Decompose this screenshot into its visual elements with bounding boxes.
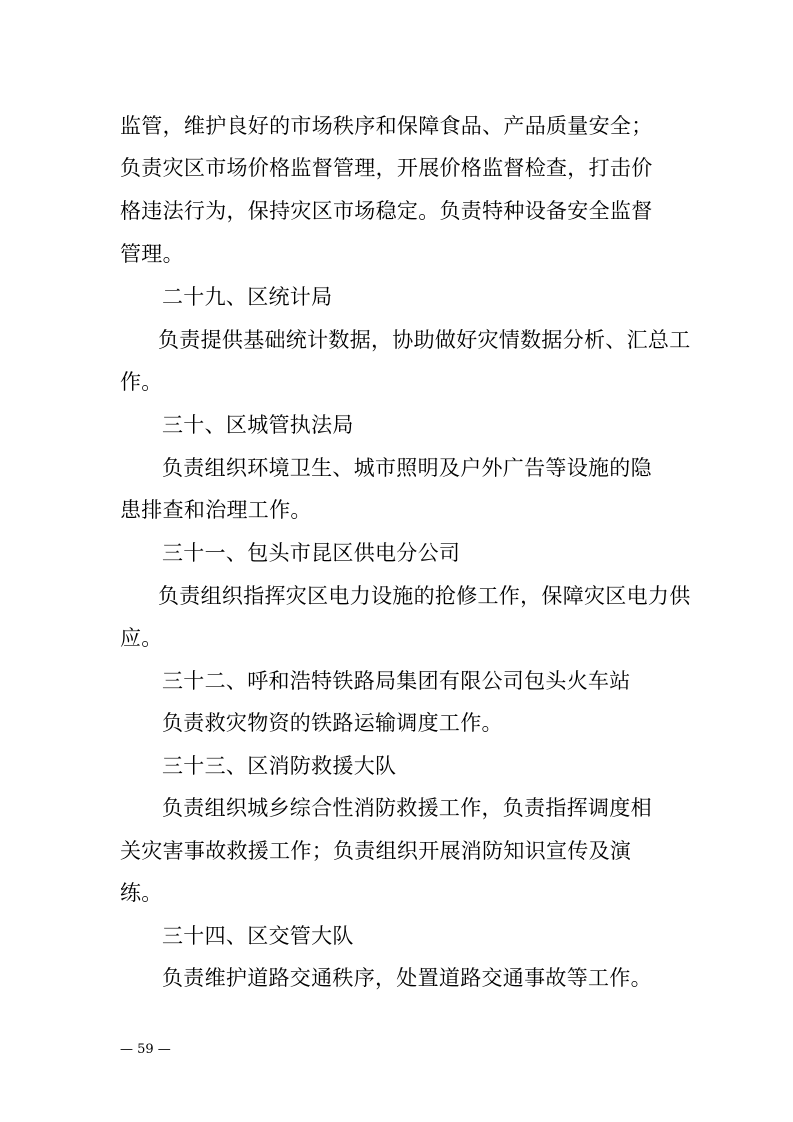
body-text-line: 管理。 bbox=[120, 242, 184, 266]
page-number: — 59 — bbox=[120, 1042, 171, 1057]
body-text-line: 患排查和治理工作。 bbox=[120, 498, 312, 522]
body-text-line: 格违法行为，保持灾区市场稳定。负责特种设备安全监督 bbox=[120, 199, 653, 223]
section-heading: 三十四、区交管大队 bbox=[162, 924, 354, 948]
body-text-line: 负责提供基础统计数据，协助做好灾情数据分析、汇总工 bbox=[158, 328, 691, 352]
body-text-line: 监管，维护良好的市场秩序和保障食品、产品质量安全； bbox=[120, 114, 653, 138]
body-text-line: 作。 bbox=[120, 370, 163, 394]
section-heading: 三十一、包头市昆区供电分公司 bbox=[162, 541, 461, 565]
body-text-line: 关灾害事故救援工作；负责组织开展消防知识宣传及演 bbox=[120, 839, 632, 863]
body-text-line: 负责组织城乡综合性消防救援工作，负责指挥调度相 bbox=[162, 796, 652, 820]
body-text-line: 负责灾区市场价格监督管理，开展价格监督检查，打击价 bbox=[120, 156, 653, 180]
section-heading: 三十、区城管执法局 bbox=[162, 413, 354, 437]
body-text-line: 练。 bbox=[120, 881, 163, 905]
section-heading: 二十九、区统计局 bbox=[162, 285, 333, 309]
body-text-line: 负责组织指挥灾区电力设施的抢修工作，保障灾区电力供 bbox=[158, 584, 691, 608]
body-text-line: 负责救灾物资的铁路运输调度工作。 bbox=[162, 711, 503, 735]
body-text-line: 应。 bbox=[120, 626, 163, 650]
body-text-line: 负责组织环境卫生、城市照明及户外广告等设施的隐 bbox=[162, 456, 652, 480]
body-text-line: 负责维护道路交通秩序，处置道路交通事故等工作。 bbox=[162, 966, 652, 990]
section-heading: 三十三、区消防救援大队 bbox=[162, 754, 397, 778]
section-heading: 三十二、呼和浩特铁路局集团有限公司包头火车站 bbox=[162, 669, 631, 693]
